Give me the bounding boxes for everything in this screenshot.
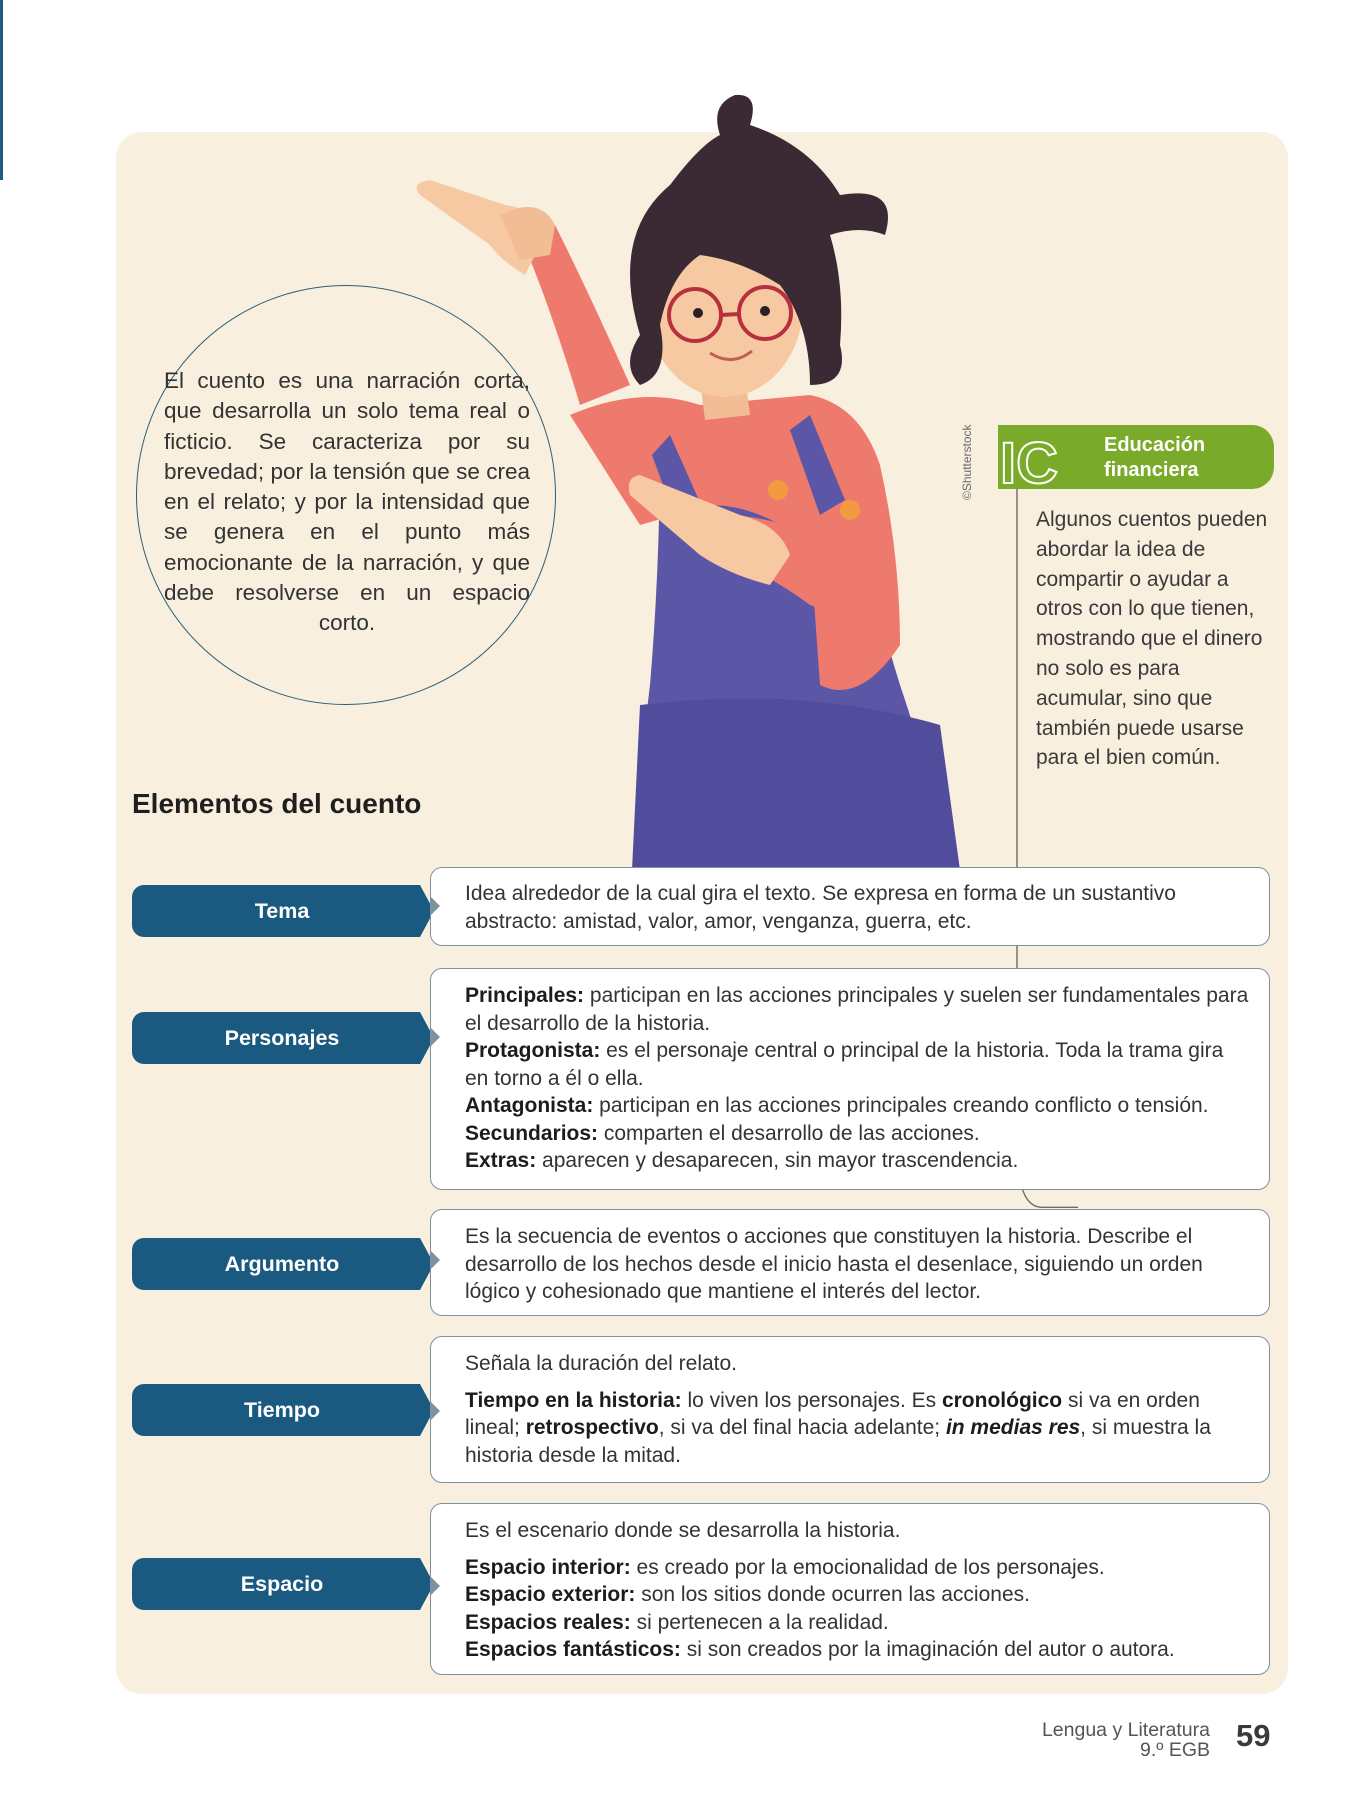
page-edge-bar [0,0,3,180]
page-number: 59 [1236,1718,1271,1753]
personajes-secundarios: Secundarios: comparten el desarrollo de las acciones. [465,1121,980,1145]
ic-logo-icon [998,431,1060,493]
label-personajes: Personajes [132,1012,432,1064]
box-espacio [430,1503,1270,1675]
box-tiempo [430,1336,1270,1483]
svg-text:IC: IC [1000,431,1058,493]
label-tema: Tema [132,885,432,937]
argumento-text: Es la secuencia de eventos o acciones que constituyen la historia. Describe el desarrollo de los hechos desde el inicio hasta el desenlace, siguiendo un orden lógico y cohesionado que mantiene el interés del lector. [465,1225,1203,1303]
box-argumento [430,1209,1270,1316]
label-argumento: Argumento [132,1238,432,1290]
label-espacio: Espacio [132,1558,432,1610]
personajes-principales: Principales: participan en las acciones principales y suelen ser fundamentales para el desarrollo de la historia. [465,984,1249,1035]
section-title: Elementos del cuento [132,788,422,819]
box-personajes [430,968,1270,1190]
tiempo-intro: Señala la duración del relato. [465,1352,738,1375]
tema-text: Idea alrededor de la cual gira el texto. Se expresa en forma de un sustantivo abstracto: amistad, valor, amor, venganza, guerra, etc. [465,882,1176,933]
cuento-definition: El cuento es una narración corta, que desarrolla un solo tema real o ficticio. Se caracteriza por su brevedad; por la tensión que se crea en el relato; y por la intensidad que se genera en el punto más emocionante de la narración, y que debe resolverse en un espacio corto. [164,368,530,636]
financial-education-text: Algunos cuentos pueden abordar la idea de compartir o ayudar a otros con lo que tienen, mostrando que el dinero no solo es para acumular, sino que también puede usarse para el bien común. [1036,508,1268,770]
espacios-fantasticos: Espacios fantásticos: si son creados por la imaginación del autor o autora. [465,1638,1175,1661]
personajes-protagonista: Protagonista: es el personaje central o principal de la historia. Toda la trama gira en torno a él o ella. [465,1039,1224,1090]
financial-education-title: Educación financiera [1104,434,1206,481]
espacios-reales: Espacios reales: si pertenecen a la realidad. [465,1610,889,1634]
label-tiempo: Tiempo [132,1384,432,1436]
personajes-extras: Extras: aparecen y desaparecen, sin mayor trascendencia. [465,1149,1019,1172]
espacio-intro: Es el escenario donde se desarrolla la historia. [465,1519,901,1542]
tiempo-historia: Tiempo en la historia: lo viven los personajes. Es cronológico si va en orden lineal; retrospectivo, si va del final hacia adelante; in medias res, si muestra la historia desde la mitad. [465,1388,1211,1467]
espacio-interior: Espacio interior: es creado por la emocionalidad de los personajes. [465,1555,1105,1579]
box-tema [430,867,1270,946]
footer-subject: Lengua y Literatura 9.º EGB [1041,1719,1210,1761]
personajes-antagonista: Antagonista: participan en las acciones principales creando conflicto o tensión. [465,1094,1209,1117]
image-credit: ©Shutterstock [960,424,974,500]
espacio-exterior: Espacio exterior: son los sitios donde ocurren las acciones. [465,1583,1030,1606]
